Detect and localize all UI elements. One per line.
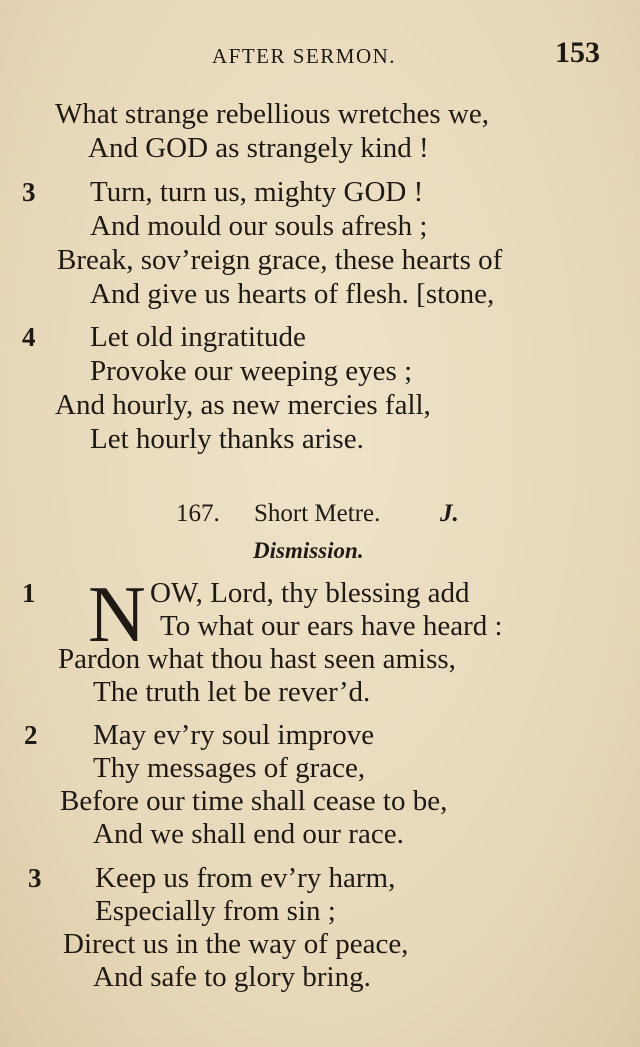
verse-line: Before our time shall cease to be, — [60, 785, 448, 817]
page-header — [0, 36, 640, 76]
verse-line: And GOD as strangely kind ! — [88, 132, 429, 164]
verse-line: Let old ingratitude — [90, 321, 306, 353]
verse-line: And give us hearts of flesh. [stone, — [90, 278, 495, 310]
verse-line: Break, sov’reign grace, these hearts of — [57, 244, 503, 276]
hymn-title: Dismission. — [253, 538, 364, 563]
hymn-metre: Short Metre. — [254, 500, 381, 527]
verse-line: Provoke our weeping eyes ; — [90, 355, 413, 387]
page-number: 153 — [555, 36, 600, 69]
hymn-author: J. — [440, 500, 459, 527]
stanza-number: 2 — [24, 720, 38, 750]
verse-line: Turn, turn us, mighty GOD ! — [90, 176, 424, 208]
stanza-number: 3 — [22, 177, 36, 207]
verse-line: May ev’ry soul improve — [93, 719, 375, 751]
verse-line: The truth let be rever’d. — [93, 676, 371, 708]
hymn-number: 167. — [176, 500, 220, 527]
verse-line: To what our ears have heard : — [160, 610, 503, 642]
verse-line: Keep us from ev’ry harm, — [95, 862, 396, 894]
verse-line: Especially from sin ; — [95, 895, 336, 927]
stanza-number: 1 — [22, 578, 36, 608]
verse-line: And we shall end our race. — [93, 818, 404, 850]
verse-line: Thy messages of grace, — [93, 752, 366, 784]
stanza-number: 4 — [22, 322, 36, 352]
verse-line: Pardon what thou hast seen amiss, — [58, 643, 456, 675]
verse-line: Direct us in the way of peace, — [63, 928, 409, 960]
verse-line: And safe to glory bring. — [93, 961, 371, 993]
verse-line: What strange rebellious wretches we, — [55, 98, 490, 130]
verse-line: Let hourly thanks arise. — [90, 423, 364, 455]
running-head: AFTER SERMON. — [212, 44, 397, 68]
verse-line: And hourly, as new mercies fall, — [55, 389, 431, 421]
verse-line: And mould our souls afresh ; — [90, 210, 428, 242]
stanza-number: 3 — [28, 863, 42, 893]
drop-cap: N — [88, 571, 146, 659]
verse-line: OW, Lord, thy blessing add — [150, 577, 470, 609]
